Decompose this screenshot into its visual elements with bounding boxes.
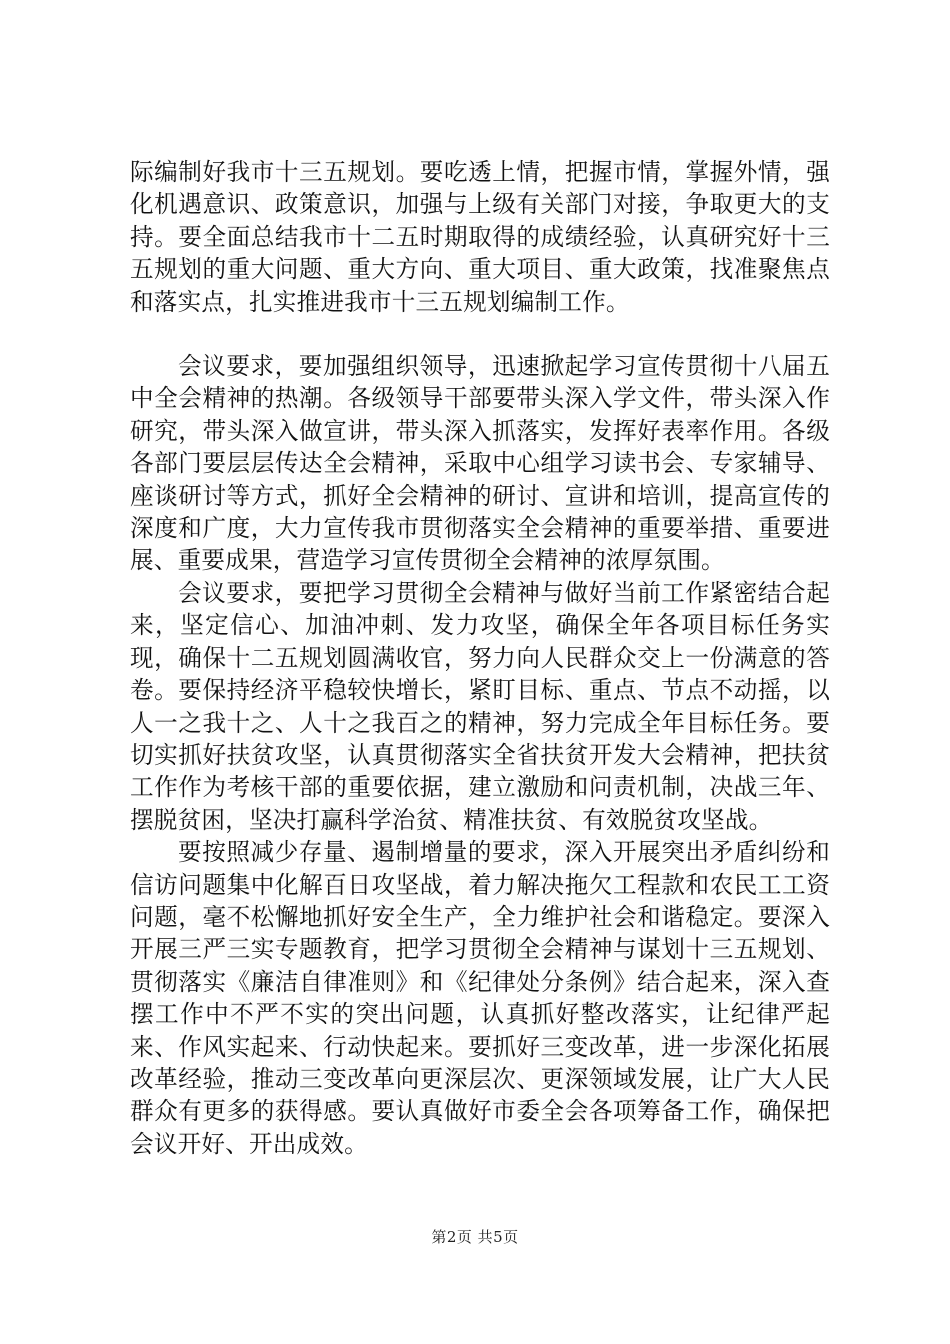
- paragraph-organization-leadership: 会议要求，要加强组织领导，迅速掀起学习宣传贯彻十八届五中全会精神的热潮。各级领导干部要带头深入学文件，带头深入作研究，带头深入做宣讲，带头深入抓落实，发挥好表率作用。各级各部门要层层传达全会精神，采取中心组学习读书会、专家辅导、座谈研讨等方式，抓好全会精神的研讨、宣讲和培训，提高宣传的深度和广度，大力宣传我市贯彻落实全会精神的重要举措、重要进展、重要成果，营造学习宣传贯彻全会精神的浓厚氛围。: [130, 352, 830, 575]
- paragraph-stability-reform: 要按照减少存量、遏制增量的要求，深入开展突出矛盾纠纷和信访问题集中化解百日攻坚战，着力解决拖欠工程款和农民工工资问题，毫不松懈地抓好安全生产，全力维护社会和谐稳定。要深入开展三严三实专题教育，把学习贯彻全会精神与谋划十三五规划、贯彻落实《廉洁自律准则》和《纪律处分条例》结合起来，深入查摆工作中不严不实的突出问题，认真抓好整改落实，让纪律严起来、作风实起来、行动快起来。要抓好三变改革，进一步深化拓展改革经验，推动三变改革向更深层次、更深领域发展，让广大人民群众有更多的获得感。要认真做好市委全会各项筹备工作，确保把会议开好、开出成效。: [130, 838, 830, 1158]
- page-number-footer: 第2页 共5页: [431, 1228, 519, 1246]
- paragraph-gap: [130, 318, 830, 350]
- paragraph-continuation: 际编制好我市十三五规划。要吃透上情，把握市情，掌握外情，强化机遇意识、政策意识，加强与上级有关部门对接，争取更大的支持。要全面总结我市十二五时期取得的成绩经验，认真研究好十三五规划的重大问题、重大方向、重大项目、重大政策，找准聚焦点和落实点，扎实推进我市十三五规划编制工作。: [130, 158, 830, 316]
- document-body: [130, 156, 830, 1160]
- paragraph-current-work: 会议要求，要把学习贯彻全会精神与做好当前工作紧密结合起来，坚定信心、加油冲刺、发力攻坚，确保全年各项目标任务实现，确保十二五规划圆满收官，努力向人民群众交上一份满意的答卷。要保持经济平稳较快增长，紧盯目标、重点、节点不动摇，以人一之我十之、人十之我百之的精神，努力完成全年目标任务。要切实抓好扶贫攻坚，认真贯彻落实全省扶贫开发大会精神，把扶贫工作作为考核干部的重要依据，建立激励和问责机制，决战三年、摆脱贫困，坚决打赢科学治贫、精准扶贫、有效脱贫攻坚战。: [130, 578, 830, 834]
